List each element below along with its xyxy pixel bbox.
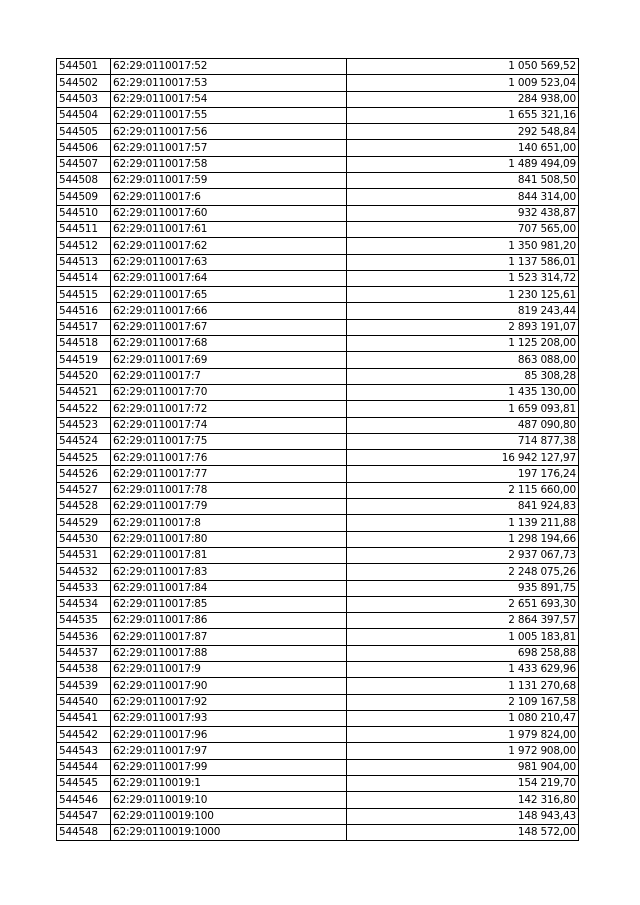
value-cell: 2 109 167,58 xyxy=(347,694,579,710)
value-cell: 1 137 586,01 xyxy=(347,254,579,270)
cadastral-number-cell: 62:29:0110017:9 xyxy=(111,661,347,677)
row-id-cell: 544504 xyxy=(57,107,111,123)
cadastral-number-cell: 62:29:0110017:81 xyxy=(111,547,347,563)
cadastral-number-cell: 62:29:0110017:93 xyxy=(111,710,347,726)
value-cell: 1 080 210,47 xyxy=(347,710,579,726)
value-cell: 1 523 314,72 xyxy=(347,270,579,286)
cadastral-number-cell: 62:29:0110017:64 xyxy=(111,270,347,286)
table-row xyxy=(57,270,579,286)
cadastral-number-cell: 62:29:0110017:75 xyxy=(111,433,347,449)
row-id-cell: 544537 xyxy=(57,645,111,661)
table-row xyxy=(57,205,579,221)
row-id-cell: 544502 xyxy=(57,75,111,91)
row-id-cell: 544529 xyxy=(57,515,111,531)
value-cell: 1 489 494,09 xyxy=(347,156,579,172)
table-row xyxy=(57,368,579,384)
value-cell: 140 651,00 xyxy=(347,140,579,156)
cadastral-number-cell: 62:29:0110017:77 xyxy=(111,466,347,482)
row-id-cell: 544525 xyxy=(57,450,111,466)
table-row xyxy=(57,156,579,172)
cadastral-number-cell: 62:29:0110017:99 xyxy=(111,759,347,775)
row-id-cell: 544543 xyxy=(57,743,111,759)
cadastral-number-cell: 62:29:0110017:83 xyxy=(111,564,347,580)
row-id-cell: 544531 xyxy=(57,547,111,563)
row-id-cell: 544541 xyxy=(57,710,111,726)
cadastral-number-cell: 62:29:0110017:84 xyxy=(111,580,347,596)
value-cell: 1 972 908,00 xyxy=(347,743,579,759)
value-cell: 932 438,87 xyxy=(347,205,579,221)
cadastral-number-cell: 62:29:0110017:78 xyxy=(111,482,347,498)
table-row xyxy=(57,91,579,107)
value-cell: 2 248 075,26 xyxy=(347,564,579,580)
cadastral-number-cell: 62:29:0110017:79 xyxy=(111,499,347,515)
cadastral-number-cell: 62:29:0110017:74 xyxy=(111,417,347,433)
cadastral-number-cell: 62:29:0110017:76 xyxy=(111,450,347,466)
row-id-cell: 544503 xyxy=(57,91,111,107)
cadastral-number-cell: 62:29:0110017:67 xyxy=(111,319,347,335)
table-row xyxy=(57,596,579,612)
value-cell: 1 350 981,20 xyxy=(347,238,579,254)
table-row xyxy=(57,515,579,531)
value-cell: 1 979 824,00 xyxy=(347,727,579,743)
table-row xyxy=(57,189,579,205)
row-id-cell: 544519 xyxy=(57,352,111,368)
cadastral-number-cell: 62:29:0110017:87 xyxy=(111,629,347,645)
row-id-cell: 544530 xyxy=(57,531,111,547)
value-cell: 2 864 397,57 xyxy=(347,613,579,629)
value-cell: 863 088,00 xyxy=(347,352,579,368)
row-id-cell: 544520 xyxy=(57,368,111,384)
value-cell: 1 655 321,16 xyxy=(347,107,579,123)
value-cell: 148 943,43 xyxy=(347,808,579,824)
cadastral-number-cell: 62:29:0110019:1 xyxy=(111,776,347,792)
row-id-cell: 544510 xyxy=(57,205,111,221)
value-cell: 714 877,38 xyxy=(347,433,579,449)
row-id-cell: 544518 xyxy=(57,336,111,352)
table-row xyxy=(57,499,579,515)
row-id-cell: 544526 xyxy=(57,466,111,482)
value-cell: 844 314,00 xyxy=(347,189,579,205)
row-id-cell: 544542 xyxy=(57,727,111,743)
table-row xyxy=(57,124,579,140)
cadastral-number-cell: 62:29:0110019:10 xyxy=(111,792,347,808)
row-id-cell: 544527 xyxy=(57,482,111,498)
table-row xyxy=(57,564,579,580)
table-row xyxy=(57,629,579,645)
cadastral-number-cell: 62:29:0110017:59 xyxy=(111,173,347,189)
table-row xyxy=(57,466,579,482)
row-id-cell: 544523 xyxy=(57,417,111,433)
data-table xyxy=(56,58,579,841)
table-row xyxy=(57,352,579,368)
row-id-cell: 544533 xyxy=(57,580,111,596)
value-cell: 1 659 093,81 xyxy=(347,401,579,417)
row-id-cell: 544534 xyxy=(57,596,111,612)
cadastral-number-cell: 62:29:0110017:62 xyxy=(111,238,347,254)
value-cell: 2 115 660,00 xyxy=(347,482,579,498)
value-cell: 935 891,75 xyxy=(347,580,579,596)
cadastral-number-cell: 62:29:0110017:55 xyxy=(111,107,347,123)
value-cell: 819 243,44 xyxy=(347,303,579,319)
table-row xyxy=(57,384,579,400)
table-row xyxy=(57,319,579,335)
cadastral-number-cell: 62:29:0110017:92 xyxy=(111,694,347,710)
row-id-cell: 544507 xyxy=(57,156,111,172)
value-cell: 841 508,50 xyxy=(347,173,579,189)
cadastral-number-cell: 62:29:0110019:100 xyxy=(111,808,347,824)
row-id-cell: 544524 xyxy=(57,433,111,449)
table-row xyxy=(57,824,579,840)
table-row xyxy=(57,759,579,775)
cadastral-number-cell: 62:29:0110017:7 xyxy=(111,368,347,384)
row-id-cell: 544522 xyxy=(57,401,111,417)
row-id-cell: 544505 xyxy=(57,124,111,140)
cadastral-number-cell: 62:29:0110017:60 xyxy=(111,205,347,221)
table-row xyxy=(57,547,579,563)
row-id-cell: 544546 xyxy=(57,792,111,808)
table-row xyxy=(57,661,579,677)
cadastral-number-cell: 62:29:0110017:6 xyxy=(111,189,347,205)
cadastral-number-cell: 62:29:0110019:1000 xyxy=(111,824,347,840)
table-row xyxy=(57,173,579,189)
row-id-cell: 544548 xyxy=(57,824,111,840)
cadastral-number-cell: 62:29:0110017:66 xyxy=(111,303,347,319)
row-id-cell: 544538 xyxy=(57,661,111,677)
table-row xyxy=(57,75,579,91)
value-cell: 284 938,00 xyxy=(347,91,579,107)
row-id-cell: 544511 xyxy=(57,221,111,237)
row-id-cell: 544517 xyxy=(57,319,111,335)
cadastral-number-cell: 62:29:0110017:80 xyxy=(111,531,347,547)
cadastral-number-cell: 62:29:0110017:86 xyxy=(111,613,347,629)
cadastral-number-cell: 62:29:0110017:96 xyxy=(111,727,347,743)
row-id-cell: 544521 xyxy=(57,384,111,400)
value-cell: 142 316,80 xyxy=(347,792,579,808)
value-cell: 85 308,28 xyxy=(347,368,579,384)
value-cell: 2 937 067,73 xyxy=(347,547,579,563)
value-cell: 2 651 693,30 xyxy=(347,596,579,612)
row-id-cell: 544515 xyxy=(57,287,111,303)
row-id-cell: 544501 xyxy=(57,59,111,75)
row-id-cell: 544532 xyxy=(57,564,111,580)
table-row xyxy=(57,450,579,466)
value-cell: 1 009 523,04 xyxy=(347,75,579,91)
cadastral-number-cell: 62:29:0110017:58 xyxy=(111,156,347,172)
table-row xyxy=(57,401,579,417)
table-row xyxy=(57,238,579,254)
value-cell: 1 298 194,66 xyxy=(347,531,579,547)
cadastral-number-cell: 62:29:0110017:61 xyxy=(111,221,347,237)
cadastral-number-cell: 62:29:0110017:97 xyxy=(111,743,347,759)
table-row xyxy=(57,287,579,303)
cadastral-number-cell: 62:29:0110017:85 xyxy=(111,596,347,612)
table-row xyxy=(57,482,579,498)
table-row xyxy=(57,531,579,547)
table-row xyxy=(57,221,579,237)
table-row xyxy=(57,613,579,629)
row-id-cell: 544512 xyxy=(57,238,111,254)
row-id-cell: 544509 xyxy=(57,189,111,205)
row-id-cell: 544508 xyxy=(57,173,111,189)
table-row xyxy=(57,678,579,694)
cadastral-number-cell: 62:29:0110017:70 xyxy=(111,384,347,400)
value-cell: 1 125 208,00 xyxy=(347,336,579,352)
cadastral-number-cell: 62:29:0110017:69 xyxy=(111,352,347,368)
value-cell: 154 219,70 xyxy=(347,776,579,792)
cadastral-number-cell: 62:29:0110017:52 xyxy=(111,59,347,75)
value-cell: 1 433 629,96 xyxy=(347,661,579,677)
value-cell: 197 176,24 xyxy=(347,466,579,482)
value-cell: 1 230 125,61 xyxy=(347,287,579,303)
table-row xyxy=(57,254,579,270)
row-id-cell: 544506 xyxy=(57,140,111,156)
row-id-cell: 544535 xyxy=(57,613,111,629)
cadastral-number-cell: 62:29:0110017:72 xyxy=(111,401,347,417)
value-cell: 16 942 127,97 xyxy=(347,450,579,466)
cadastral-number-cell: 62:29:0110017:88 xyxy=(111,645,347,661)
value-cell: 981 904,00 xyxy=(347,759,579,775)
table-body xyxy=(57,59,579,841)
table-row xyxy=(57,336,579,352)
cadastral-number-cell: 62:29:0110017:57 xyxy=(111,140,347,156)
row-id-cell: 544544 xyxy=(57,759,111,775)
row-id-cell: 544539 xyxy=(57,678,111,694)
value-cell: 1 050 569,52 xyxy=(347,59,579,75)
table-row xyxy=(57,710,579,726)
table-row xyxy=(57,776,579,792)
value-cell: 1 139 211,88 xyxy=(347,515,579,531)
value-cell: 1 435 130,00 xyxy=(347,384,579,400)
table-row xyxy=(57,743,579,759)
table-row xyxy=(57,694,579,710)
table-row xyxy=(57,417,579,433)
table-row xyxy=(57,792,579,808)
cadastral-number-cell: 62:29:0110017:65 xyxy=(111,287,347,303)
table-row xyxy=(57,645,579,661)
cadastral-number-cell: 62:29:0110017:8 xyxy=(111,515,347,531)
table-row xyxy=(57,580,579,596)
table-row xyxy=(57,107,579,123)
value-cell: 698 258,88 xyxy=(347,645,579,661)
value-cell: 841 924,83 xyxy=(347,499,579,515)
row-id-cell: 544540 xyxy=(57,694,111,710)
cadastral-number-cell: 62:29:0110017:53 xyxy=(111,75,347,91)
value-cell: 148 572,00 xyxy=(347,824,579,840)
value-cell: 2 893 191,07 xyxy=(347,319,579,335)
table-row xyxy=(57,433,579,449)
row-id-cell: 544516 xyxy=(57,303,111,319)
cadastral-number-cell: 62:29:0110017:56 xyxy=(111,124,347,140)
table-row xyxy=(57,808,579,824)
row-id-cell: 544513 xyxy=(57,254,111,270)
row-id-cell: 544528 xyxy=(57,499,111,515)
row-id-cell: 544545 xyxy=(57,776,111,792)
cadastral-number-cell: 62:29:0110017:54 xyxy=(111,91,347,107)
cadastral-number-cell: 62:29:0110017:90 xyxy=(111,678,347,694)
row-id-cell: 544514 xyxy=(57,270,111,286)
table-row xyxy=(57,59,579,75)
cadastral-number-cell: 62:29:0110017:63 xyxy=(111,254,347,270)
value-cell: 1 005 183,81 xyxy=(347,629,579,645)
cadastral-number-cell: 62:29:0110017:68 xyxy=(111,336,347,352)
value-cell: 1 131 270,68 xyxy=(347,678,579,694)
row-id-cell: 544536 xyxy=(57,629,111,645)
value-cell: 487 090,80 xyxy=(347,417,579,433)
table-row xyxy=(57,727,579,743)
value-cell: 292 548,84 xyxy=(347,124,579,140)
row-id-cell: 544547 xyxy=(57,808,111,824)
table-row xyxy=(57,140,579,156)
value-cell: 707 565,00 xyxy=(347,221,579,237)
table-row xyxy=(57,303,579,319)
